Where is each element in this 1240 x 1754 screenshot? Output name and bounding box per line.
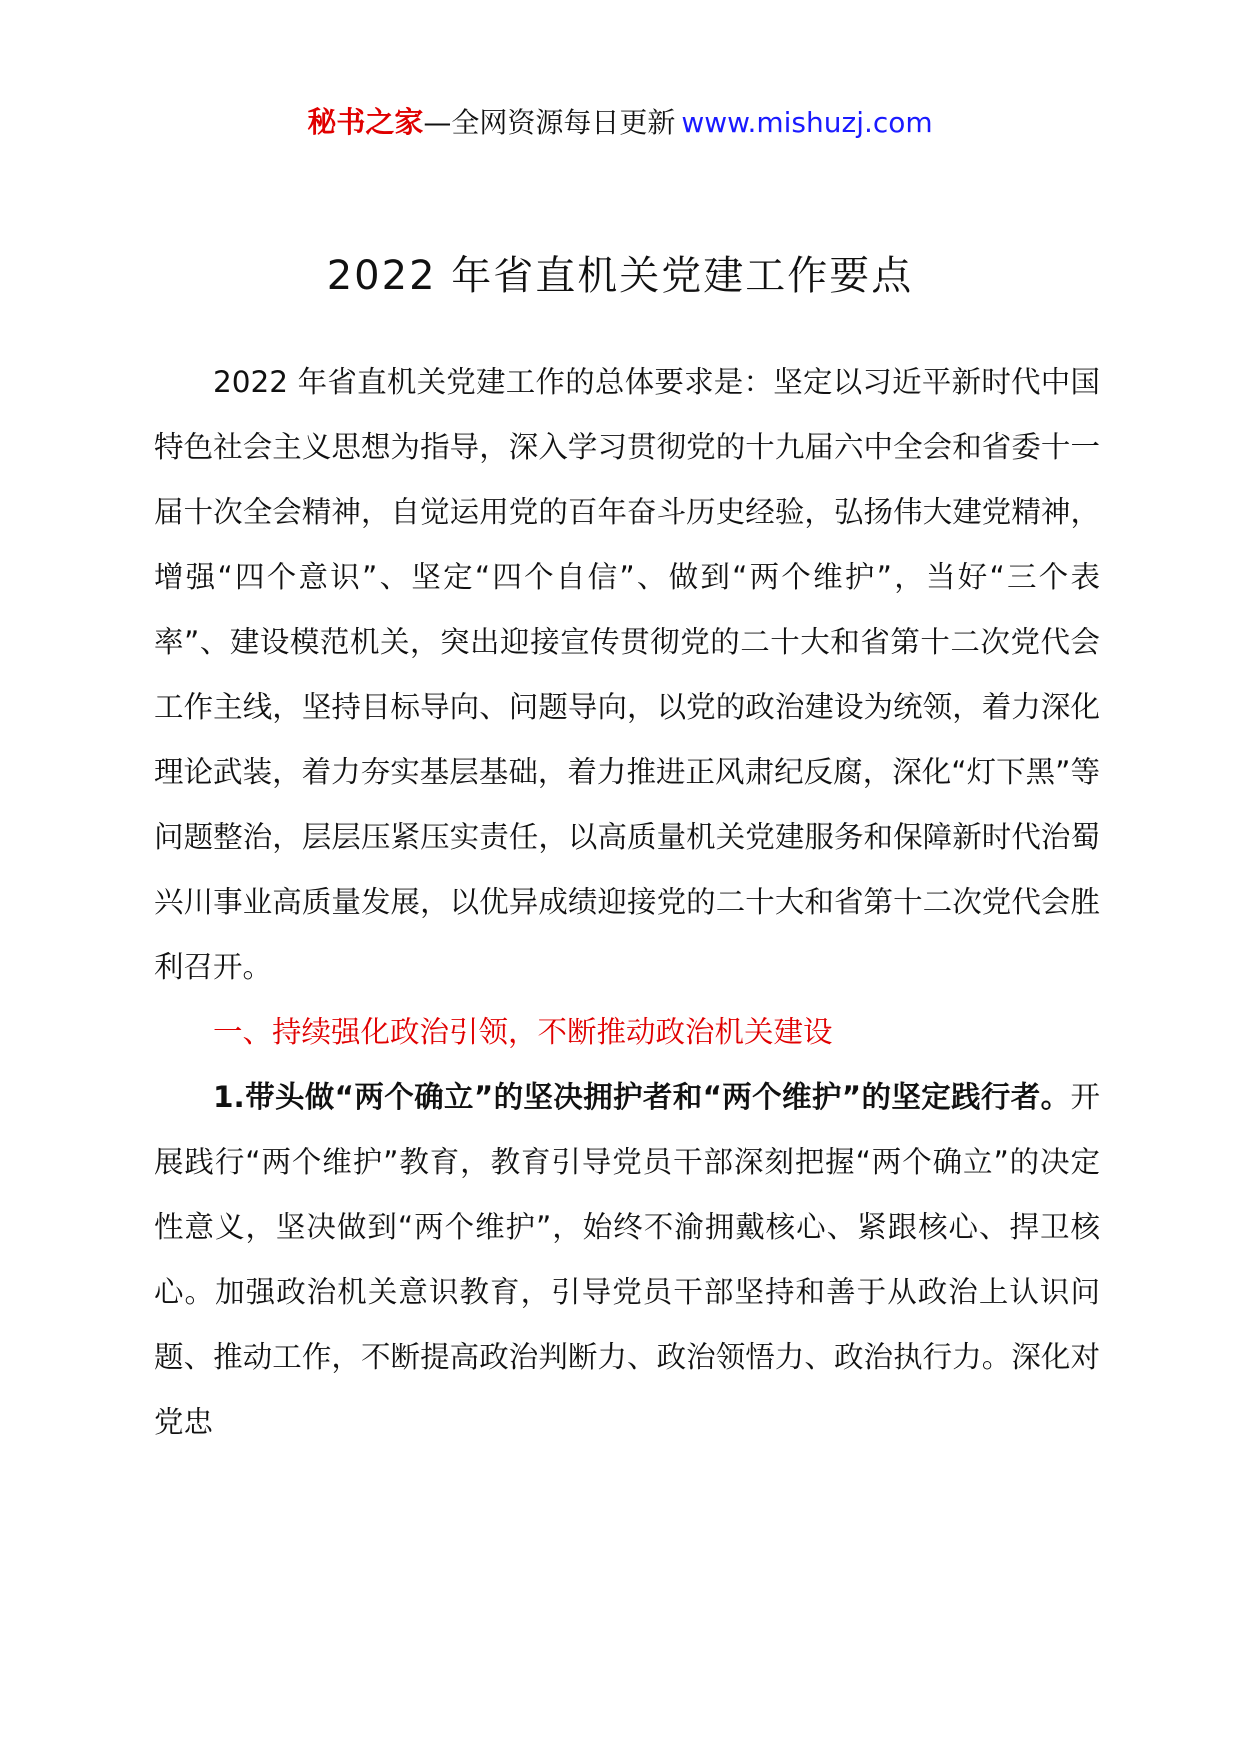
header-url-link[interactable]: www.mishuzj.com: [681, 106, 933, 139]
section-heading: 一、持续强化政治引领，不断推动政治机关建设: [213, 1015, 833, 1049]
item-body-text: 开展践行“两个维护”教育，教育引导党员干部深刻把握“两个确立”的决定性意义，坚决做到“两个维护”，始终不渝拥戴核心、紧跟核心、捍卫核心。加强政治机关意识教育，引导党员干部坚持和善于从政治上认识问题、推动工作，不断提高政治判断力、政治领悟力、政治执行力。深化对党忠: [154, 1080, 1100, 1439]
item-paragraph: [154, 1065, 1100, 1455]
brand-name: 秘书之家: [307, 105, 424, 139]
item-lead-sentence: 1.带头做“两个确立”的坚决拥护者和“两个维护”的坚定践行者。: [213, 1080, 1071, 1114]
header-slogan: —全网资源每日更新: [423, 106, 676, 139]
document-title: 2022 年省直机关党建工作要点: [326, 253, 914, 299]
page-header: [0, 102, 1240, 143]
document-body: [154, 350, 1100, 1455]
intro-paragraph: 2022 年省直机关党建工作的总体要求是：坚定以习近平新时代中国特色社会主义思想为指导，深入学习贯彻党的十九届六中全会和省委十一届十次全会精神，自觉运用党的百年奋斗历史经验，弘扬伟大建党精神，增强“四个意识”、坚定“四个自信”、做到“两个维护”，当好“三个表率”、建设模范机关，突出迎接宣传贯彻党的二十大和省第十二次党代会工作主线，坚持目标导向、问题导向，以党的政治建设为统领，着力深化理论武装，着力夯实基层基础，着力推进正风肃纪反腐，深化“灯下黑”等问题整治，层层压紧压实责任，以高质量机关党建服务和保障新时代治蜀兴川事业高质量发展，以优异成绩迎接党的二十大和省第十二次党代会胜利召开。: [154, 365, 1100, 984]
